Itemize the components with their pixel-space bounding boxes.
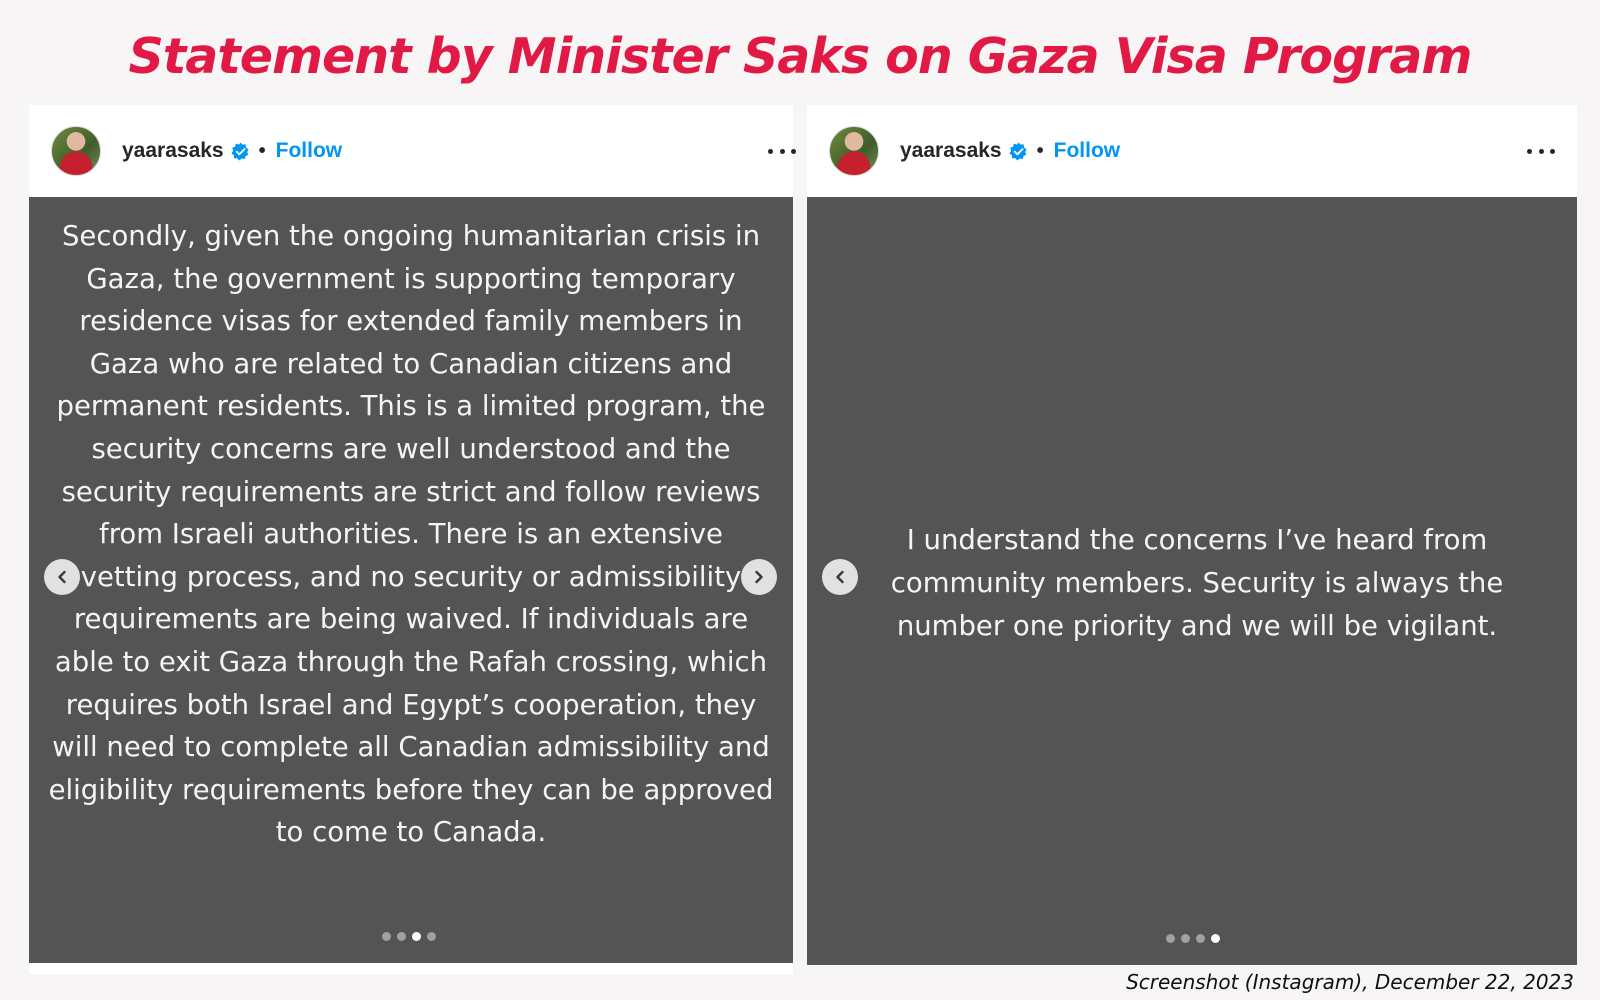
separator-dot: • [1036,139,1044,162]
instagram-post-left [29,105,793,974]
separator-dot: • [258,139,266,162]
instagram-post-right [807,105,1577,965]
carousel-dot-active[interactable] [412,932,421,941]
carousel-dot[interactable] [382,932,391,941]
avatar[interactable] [51,126,101,176]
page-title: Statement by Minister Saks on Gaza Visa Program [128,28,1472,85]
carousel-next-button[interactable] [741,559,777,595]
verified-badge-icon [1009,142,1028,161]
verified-badge-icon [231,142,250,161]
slide-text: Secondly, given the ongoing humanitarian crisis in Gaza, the government is supporting temporary residence visas for extended family members in Gaza who are related to Canadian citizens and permanent residents. This is a limited program, the security concerns are well understood and the security requirements are strict and follow reviews from Israeli authorities. There is an extensive vetting process, and no security or admissibility requirements are being waived. If individuals are able to exit Gaza through the Rafah crossing, which requires both Israel and Egypt’s cooperation, they will need to complete all Canadian admissibility and eligibility requirements before they can be approved to come to Canada. [48,220,774,849]
carousel-prev-button[interactable] [822,559,858,595]
carousel-dot[interactable] [427,932,436,941]
follow-button[interactable]: Follow [1053,139,1121,162]
chevron-right-icon [751,569,767,585]
chevron-left-icon [54,569,70,585]
post-header [807,105,1577,197]
carousel-prev-button[interactable] [44,559,80,595]
username[interactable]: yaarasaks [122,139,224,162]
slide-text: I understand the concerns I’ve heard from community members. Security is always the number one priority and we will be vigilant. [890,524,1504,642]
more-options-icon[interactable] [768,141,796,161]
carousel-dots [1166,934,1220,943]
chevron-left-icon [832,569,848,585]
carousel-dot-active[interactable] [1211,934,1220,943]
avatar[interactable] [829,126,879,176]
follow-button[interactable]: Follow [275,139,343,162]
post-header [29,105,793,197]
carousel-dot[interactable] [397,932,406,941]
carousel-slide [807,197,1577,965]
source-caption: Screenshot (Instagram), December 22, 2023 [1126,970,1574,994]
carousel-dot[interactable] [1196,934,1205,943]
carousel-slide [29,197,793,963]
username[interactable]: yaarasaks [900,139,1002,162]
carousel-dot[interactable] [1166,934,1175,943]
more-options-icon[interactable] [1527,141,1555,161]
carousel-dots [382,932,436,941]
carousel-dot[interactable] [1181,934,1190,943]
